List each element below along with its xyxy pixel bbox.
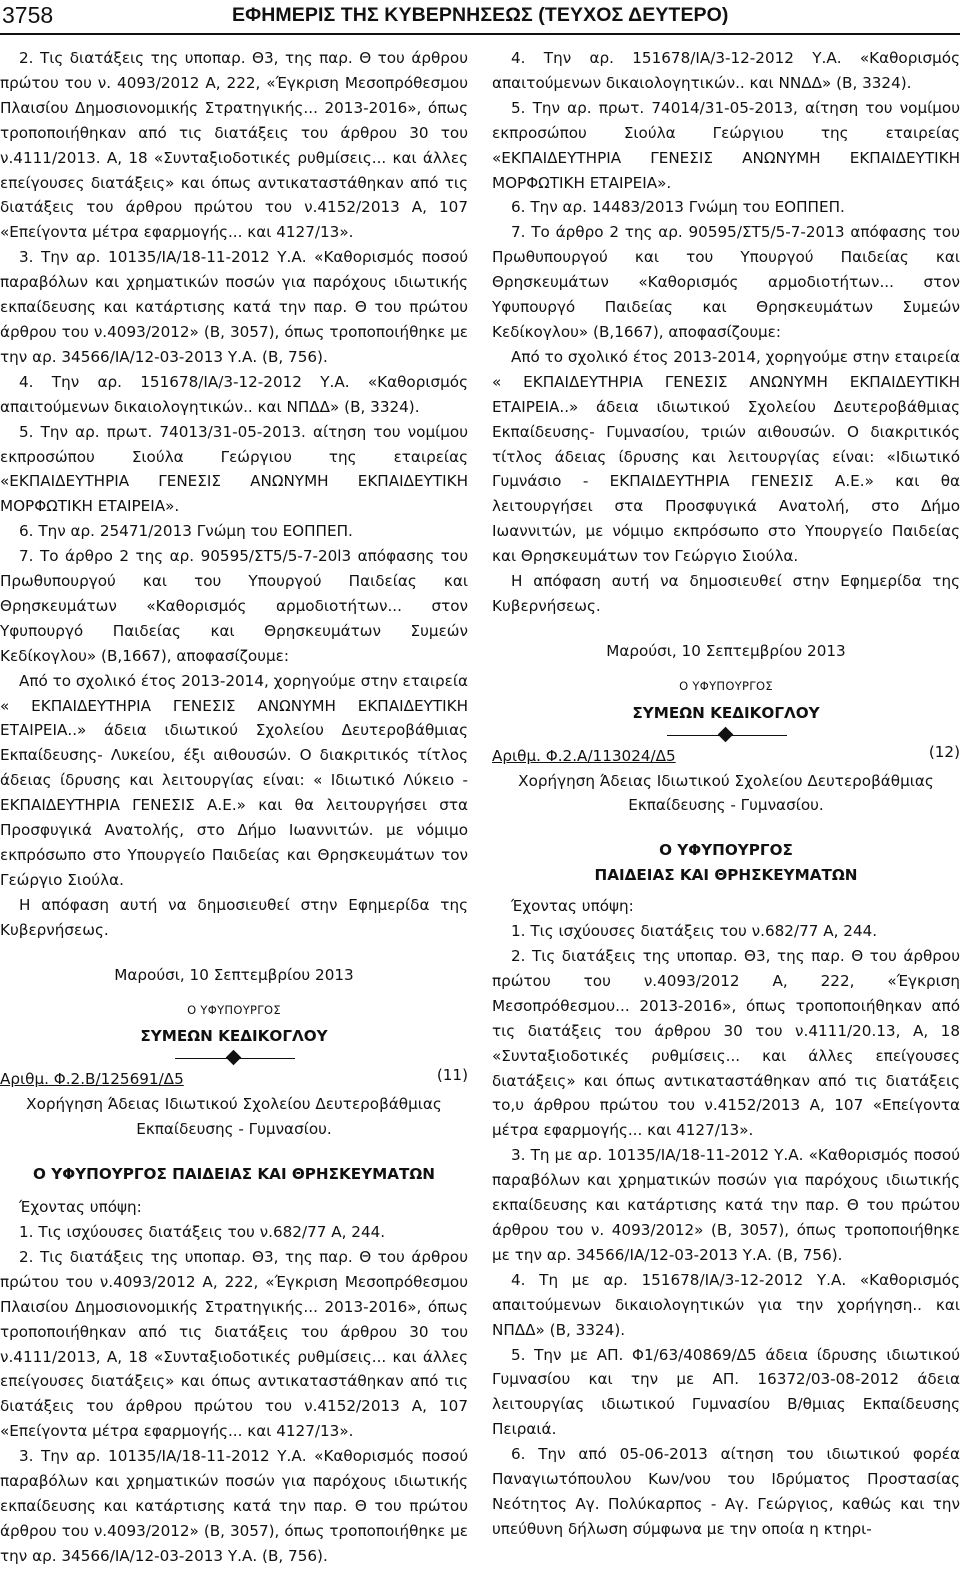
right-recital-2: 2. Τις διατάξεις της υποπαρ. Θ3, της παρ. Θ του άρθρου πρώτου του ν.4093/2012 Α, 222, «Έγκριση Μεσοπρόθεσμου... 2013-2016», όπως τροποποιήθηκαν από τις διατάξεις του άρθρου 30 του ν.4111/20.13, Α, 18 «Συνταξιοδοτικές ρυθμίσεις... και άλλες επείγουσες διατάξεις» και όπως αντικαταστάθηκαν από τις διατάξεις το,υ άρθρου πρώτου του ν.4152/2013 Α, 107 «Επείγοντα μέτρα εφαρμογής... και 4127/13». [492, 947, 960, 1140]
gazette-title: ΕΦΗΜΕΡΙΣ ΤΗΣ ΚΥΒΕΡΝΗΣΕΩΣ (ΤΕΥΧΟΣ ΔΕΥΤΕΡΟ) [232, 4, 729, 26]
page-header [0, 0, 960, 34]
left-paragraph-6: 6. Την αρ. 25471/2013 Γνώμη του ΕΟΠΠΕΠ. [19, 522, 353, 541]
page-number: 3758 [2, 2, 54, 28]
separator-line [667, 735, 722, 736]
header-rule [0, 33, 960, 35]
right-signature-role: Ο ΥΦΥΠΟΥΡΓΟΣ [679, 678, 773, 693]
left-separator [0, 1049, 468, 1067]
right-decision-body: Από το σχολικό έτος 2013-2014, χορηγούμε στην εταιρεία « ΕΚΠΑΙΔΕΥΤΗΡΙΑ ΓΕΝΕΣΙΣ ΑΝΩΝΥΜΗ ΕΚΠΑΙΔΕΥΤΙΚΗ ΕΤΑΙΡΕΙΑ..» άδεια ιδιωτικού Σχολείου Δευτεροβάθμιας Εκπαίδευσης- Γυμνασίου, τριών αιθουσών. Ο διακριτικός τίτλος άδειας ίδρυσης και λειτουργίας είναι: «Ιδιωτικό Γυμνάσιο - ΕΚΠΑΙΔΕΥΤΗΡΙΑ ΓΕΝΕΣΙΣ Α.Ε.» και θα λειτουργήσει στα Προσφυγικά Ανατολή, στο Δήμο Ιωαννιτών, με νόμιμο εκπρόσωπο στο Υπουργείο Παιδείας και Θρησκευμάτων τον Γεώργιο Σιούλα. [492, 347, 960, 566]
left-recital-1: 1. Τις ισχύουσες διατάξεις του ν.682/77 Α, 244. [19, 1222, 386, 1241]
left-decision-number: Αριθμ. Φ.2.Β/125691/Δ5 [0, 1070, 184, 1089]
left-column [0, 46, 468, 1569]
left-minister-heading: Ο ΥΦΥΠΟΥΡΓΟΣ ΠΑΙΔΕΙΑΣ ΚΑΙ ΘΡΗΣΚΕΥΜΑΤΩΝ [33, 1165, 435, 1184]
left-paragraph-5: 5. Την αρ. πρωτ. 74013/31-05-2013. αίτηση του νομίμου εκπροσώπου Σιούλα Γεώργιου της εταιρείας «ΕΚΠΑΙΔΕΥΤΗΡΙΑ ΓΕΝΕΣΙΣ ΑΝΩΝΥΜΗ ΕΚΠΑΙΔΕΥΤΙΚΗ ΜΟΡΦΩΤΙΚΗ ΕΤΑΙΡΕΙΑ». [0, 422, 468, 516]
right-minister-heading-1: Ο ΥΦΥΠΟΥΡΓΟΣ [659, 841, 793, 860]
left-signature-name: ΣΥΜΕΩΝ ΚΕΔΙΚΟΓΛΟΥ [140, 1027, 328, 1046]
left-decision-body: Από το σχολικό έτος 2013-2014, χορηγούμε στην εταιρεία « ΕΚΠΑΙΔΕΥΤΗΡΙΑ ΓΕΝΕΣΙΣ ΑΝΩΝΥΜΗ ΕΚΠΑΙΔΕΥΤΙΚΗ ΕΤΑΙΡΕΙΑ..» άδεια ιδιωτικού Σχολείου Δευτεροβάθμιας Εκπαίδευσης- Λυκείου, έξι αιθουσών. Ο διακριτικός τίτλος άδειας ίδρυσης και λειτουργίας είναι: « Ιδιωτικό Λύκειο - ΕΚΠΑΙΔΕΥΤΗΡΙΑ ΓΕΝΕΣΙΣ Α.Ε.» και θα λειτουργήσει στα Προσφυγικά Ανατολής, στο Δήμο Ιωαννιτών. με νόμιμο εκπρόσωπο στο Υπουργείο Παιδείας και Θρησκευμάτων τον Γεώργιο Σιούλα. [0, 671, 468, 889]
right-paragraph-4: 4. Την αρ. 151678/ΙΑ/3-12-2012 Υ.Α. «Καθορισμός απαιτούμενων δικαιολογητικών.. και ΝΝΔΔ» (Β, 3324). [492, 49, 960, 92]
right-paragraph-5: 5. Την αρ. πρωτ. 74014/31-05-2013, αίτηση του νομίμου εκπροσώπου Σιούλα Γεώργιου της εταιρείας «ΕΚΠΑΙΔΕΥΤΗΡΙΑ ΓΕΝΕΣΙΣ ΑΝΩΝΥΜΗ ΕΚΠΑΙΔΕΥΤΙΚΗ ΜΟΡΦΩΤΙΚΗ ΕΤΑΙΡΕΙΑ». [492, 98, 960, 192]
separator-line [240, 1058, 295, 1059]
left-recital-2: 2. Τις διατάξεις της υποπαρ. Θ3, της παρ. Θ του άρθρου πρώτου του ν.4093/2012 Α, 222, «Έγκριση Μεσοπρόθεσμου Πλαισίου Δημοσιονομικής Στρατηγικής... 2013-2016», όπως τροποποιήθηκαν από τις διατάξεις του άρθρου 30 του ν.4111/2013, Α, 18 «Συνταξιοδοτικές ρυθμίσεις... και άλλες επείγουσες διατάξεις» και όπως αντικαταστάθηκαν από τις διατάξεις του άρθρου πρώτου του ν.4152/2013 Α, 107 «Επείγοντα μέτρα εφαρμογής... και 4127/13». [0, 1247, 468, 1441]
right-publication-note: Η απόφαση αυτή να δημοσιευθεί στην Εφημερίδα της Κυβερνήσεως. [492, 572, 960, 615]
right-column [492, 46, 960, 1542]
right-recital-1: 1. Τις ισχύουσες διατάξεις του ν.682/77 Α, 244. [511, 922, 878, 941]
left-recital-3: 3. Την αρ. 10135/ΙΑ/18-11-2012 Υ.Α. «Καθορισμός ποσού παραβόλων και χρηματικών ποσών για παρόχους ιδιωτικής εκπαίδευσης και κατάρτισης κατά την παρ. Θ του πρώτου άρθρου του ν.4093/2012» (Β, 3057), όπως τροποποιήθηκε με την αρ. 34566/ΙΑ/12-03-2013 Υ.Α. (Β, 756). [0, 1447, 468, 1565]
right-decision-sequence: (12) [928, 742, 960, 761]
left-decision-number-row [0, 1067, 468, 1092]
left-decision-sequence: (11) [436, 1066, 468, 1085]
left-publication-note: Η απόφαση αυτή να δημοσιευθεί στην Εφημερίδα της Κυβερνήσεως. [0, 895, 468, 939]
right-signature-name: ΣΥΜΕΩΝ ΚΕΔΙΚΟΓΛΟΥ [632, 703, 820, 722]
right-paragraph-6: 6. Την αρ. 14483/2013 Γνώμη του ΕΟΠΠΕΠ. [511, 198, 845, 217]
left-paragraph-3: 3. Την αρ. 10135/ΙΑ/18-11-2012 Υ.Α. «Καθορισμός ποσού παραβόλων και χρηματικών ποσών για παρόχους ιδιωτικής εκπαίδευσης και κατάρτισης κατά την παρ. Θ του πρώτου άρθρου του ν.4093/2012» (Β, 3057), όπως τροποποιήθηκε με την αρ. 34566/ΙΑ/12-03-2013 Υ.Α. (Β, 756). [0, 248, 468, 366]
left-having-regard: Έχοντας υπόψη: [19, 1198, 142, 1217]
right-recital-3: 3. Τη με αρ. 10135/ΙΑ/18-11-2012 Υ.Α. «Καθορισμός ποσού παραβόλων και χρηματικών ποσών για παρόχους ιδιωτικής εκπαίδευσης και κατάρτισης κατά την παρ. Θ του πρώτου άρθρου του ν. 4093/2012» (Β, 3057), όπως τροποποιήθηκε με την αρ. 34566/ΙΑ/12-03-2013 Υ.Α. (Β, 756). [492, 1146, 960, 1264]
left-signature-role: Ο ΥΦΥΠΟΥΡΓΟΣ [187, 1002, 281, 1017]
separator-diamond-icon [718, 726, 734, 742]
right-recital-4: 4. Τη με αρ. 151678/ΙΑ/3-12-2012 Υ.Α. «Καθορισμός απαιτούμενων δικαιολογητικών για την χορήγηση.. και ΝΠΔΔ» (Β, 3324). [492, 1270, 960, 1339]
right-signature-place-date: Μαρούσι, 10 Σεπτεμβρίου 2013 [606, 641, 846, 660]
right-recital-5: 5. Την με ΑΠ. Φ1/63/40869/Δ5 άδεια ίδρυσης ιδιωτικού Γυμνασίου και την με ΑΠ. 16372/03-08-2012 άδεια λειτουργίας ιδιωτικού Γυμνασίου Β/θμιας Εκπαίδευσης Πειραιά. [492, 1345, 960, 1439]
separator-diamond-icon [226, 1050, 242, 1066]
right-minister-heading-2: ΠΑΙΔΕΙΑΣ ΚΑΙ ΘΡΗΣΚΕΥΜΑΤΩΝ [594, 866, 858, 885]
left-paragraph-4: 4. Την αρ. 151678/ΙΑ/3-12-2012 Υ.Α. «Καθορισμός απαιτούμενων δικαιολογητικών.. και ΝΠΔΔ» (Β, 3324). [0, 372, 468, 416]
separator-line [732, 735, 787, 736]
right-decision-title: Χορήγηση Άδειας Ιδιωτικού Σχολείου Δευτεροβάθμιας Εκπαίδευσης - Γυμνασίου. [518, 771, 934, 815]
right-decision-number: Αριθμ. Φ.2.Α/113024/Δ5 [492, 746, 676, 765]
right-having-regard: Έχοντας υπόψη: [511, 897, 634, 916]
separator-line [175, 1058, 230, 1059]
right-recital-6: 6. Την από 05-06-2013 αίτηση του ιδιωτικού φορέα Παναγιωτόπουλου Κων/νου του Ιδρύματος Προστασίας Νεότητος Αγ. Πολύκαρπος - Αγ. Γεώργιος, καθώς και την υπεύθυνη δήλωση σύμφωνα με την οποία η κτηρι- [492, 1445, 960, 1538]
left-signature-place-date: Μαρούσι, 10 Σεπτεμβρίου 2013 [114, 965, 354, 984]
right-paragraph-7: 7. Το άρθρο 2 της αρ. 90595/ΣΤ5/5-7-2013 απόφασης του Πρωθυπουργού και του Υπουργού Παιδείας και Θρησκευμάτων «Καθορισμός αρμοδιοτήτων... στον Υφυπουργό Παιδείας και Θρησκευμάτων Συμεών Κεδίκογλου» (Β,1667), αποφασίζουμε: [492, 223, 960, 341]
left-paragraph-2: 2. Τις διατάξεις της υποπαρ. Θ3, της παρ. Θ του άρθρου πρώτου του ν. 4093/2012 Α, 222, «Έγκριση Μεσοπρόθεσμου Πλαισίου Δημοσιονομικής Στρατηγικής... 2013-2016», όπως τροποποιήθηκαν από τις διατάξεις του άρθρου 30 του ν.4111/2013. Α, 18 «Συνταξιοδοτικές ρυθμίσεις... και άλλες επείγουσες διατάξεις» και όπως αντικαταστάθηκαν από τις διατάξεις του άρθρου πρώτου του ν.4152/2013 Α, 107 «Επείγοντα μέτρα εφαρμογής... και 4127/13». [0, 49, 468, 242]
right-decision-number-row [492, 744, 960, 769]
right-separator [492, 726, 960, 744]
left-decision-title: Χορήγηση Άδειας Ιδιωτικού Σχολείου Δευτεροβάθμιας Εκπαίδευσης - Γυμνασίου. [26, 1095, 442, 1139]
left-paragraph-7: 7. Το άρθρο 2 της αρ. 90595/ΣΤ5/5-7-20l3 απόφασης του Πρωθυπουργού και του Υπουργού Παιδείας και Θρησκευμάτων «Καθορισμός αρμοδιοτήτων... στον Υφυπουργό Παιδείας και Θρησκευμάτων Συμεών Κεδίκογλου» (Β,1667), αποφασίζουμε: [0, 547, 468, 665]
